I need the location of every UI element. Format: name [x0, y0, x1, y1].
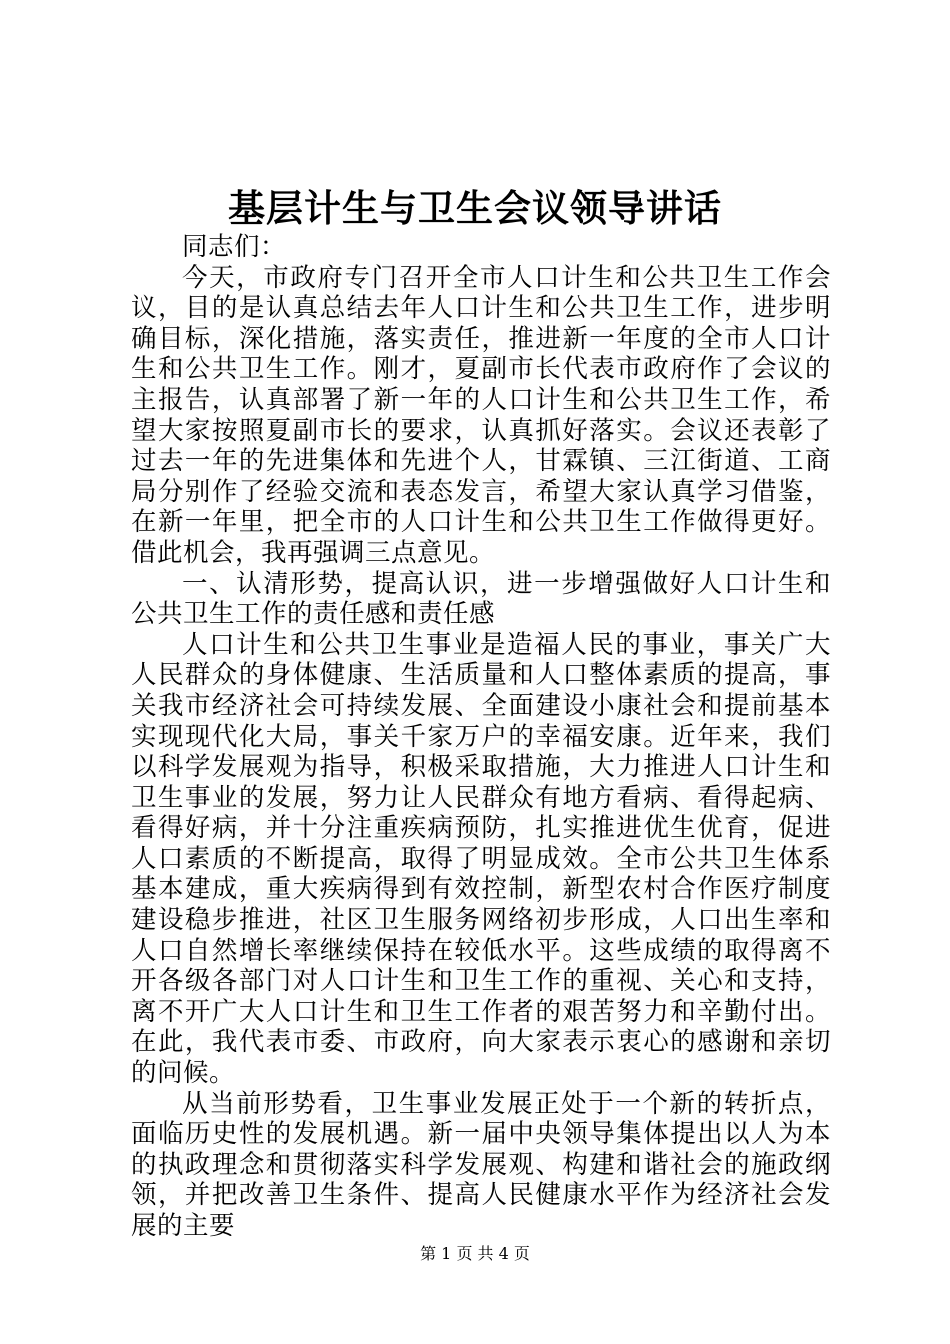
page-number-footer: 第 1 页 共 4 页 — [420, 1244, 530, 1263]
section-heading-paragraph: 一、认清形势，提高认识，进一步增强做好人口计生和公共卫生工作的责任感和责任感 — [131, 568, 831, 630]
salutation-paragraph: 同志们： — [182, 232, 287, 262]
document-title: 基层计生与卫生会议领导讲话 — [228, 186, 722, 230]
body-paragraph: 今天，市政府专门召开全市人口计生和公共卫生工作会议，目的是认真总结去年人口计生和公共卫生工作，进步明确目标，深化措施，落实责任，推进新一年度的全市人口计生和公共卫生工作。刚才，夏副市长代表市政府作了会议的主报告，认真部署了新一年的人口计生和公共卫生工作，希望大家按照夏副市长的要求，认真抓好落实。会议还表彰了过去一年的先进集体和先进个人，甘霖镇、三江街道、工商局分别作了经验交流和表态发言，希望大家认真学习借鉴，在新一年里，把全市的人口计生和公共卫生工作做得更好。借此机会，我再强调三点意见。 — [131, 262, 831, 568]
body-paragraph: 人口计生和公共卫生事业是造福人民的事业，事关广大人民群众的身体健康、生活质量和人口整体素质的提高，事关我市经济社会可持续发展、全面建设小康社会和提前基本实现现代化大局，事关千家万户的幸福安康。近年来，我们以科学发展观为指导，积极采取措施，大力推进人口计生和卫生事业的发展，努力让人民群众有地方看病、看得起病、看得好病，并十分注重疾病预防，扎实推进优生优育，促进人口素质的不断提高，取得了明显成效。全市公共卫生体系基本建成，重大疾病得到有效控制，新型农村合作医疗制度建设稳步推进，社区卫生服务网络初步形成，人口出生率和人口自然增长率继续保持在较低水平。这些成绩的取得离不开各级各部门对人口计生和卫生工作的重视、关心和支持，离不开广大人口计生和卫生工作者的艰苦努力和辛勤付出。在此，我代表市委、市政府，向大家表示衷心的感谢和亲切的问候。 — [131, 629, 831, 1089]
document-body — [131, 232, 831, 1242]
body-paragraph: 从当前形势看，卫生事业发展正处于一个新的转折点，面临历史性的发展机遇。新一届中央领导集体提出以人为本的执政理念和贯彻落实科学发展观、构建和谐社会的施政纲领，并把改善卫生条件、提高人民健康水平作为经济社会发展的主要 — [131, 1088, 831, 1241]
